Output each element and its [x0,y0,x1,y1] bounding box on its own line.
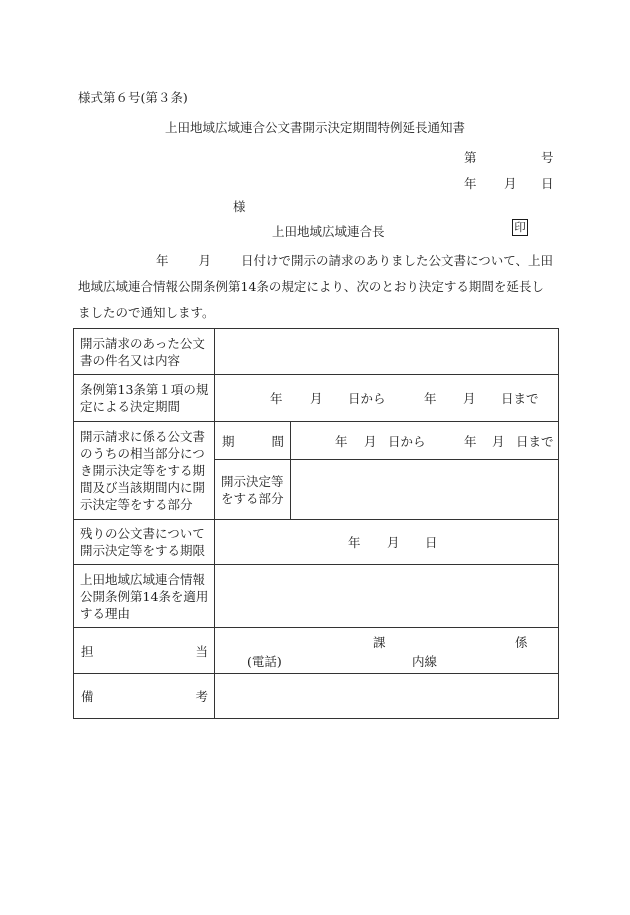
decision-period-value[interactable]: 年 月 日から 年 月 日まで [215,375,559,422]
decision-part-value[interactable] [291,460,559,520]
doc-number-suffix: 号 [541,150,554,165]
date-year: 年 [464,176,477,191]
subject-label: 開示請求のあった公文 書の件名又は内容 [74,329,215,375]
date-day: 日 [541,176,554,191]
reason-value[interactable] [215,565,559,628]
document-title: 上田地域広域連合公文書開示決定期間特例延長通知書 [164,120,465,135]
remarks-label: 備 考 [74,674,215,719]
body-month: 月 [198,253,212,268]
body-year: 年 [156,253,169,268]
extension-label: 開示請求に係る公文書 のうちの相当部分につ き開示決定等をする期 間及び当該期間内に開 示決定等をする部分 [74,422,215,520]
decision-period-label: 条例第13条第１項の規 定による決定期間 [74,375,215,422]
period-label: 期 間 [215,422,291,460]
extension-period-value[interactable]: 年 月 日から 年 月 日まで [291,422,559,460]
subject-value[interactable] [215,329,559,375]
decision-part-label: 開示決定等 をする部分 [215,460,291,520]
contact-value[interactable]: 課 係 (電話) 内線 [215,628,559,674]
notice-body [78,248,560,326]
contact-label: 担 当 [74,628,215,674]
issuer-name: 上田地域広域連合長 [272,224,385,239]
body-line2: 地域広域連合情報公開条例第14条の規定により、次のとおり決定する期間を延長し [78,279,544,294]
deadline-value[interactable]: 年 月 日 [215,520,559,565]
addressee-honorific: 様 [233,199,246,214]
reason-label: 上田地域広域連合情報 公開条例第14条を適用 する理由 [74,565,215,628]
body-line3: ましたので通知します。 [78,305,215,320]
seal-mark: 印 [512,219,528,236]
form-number: 様式第６号(第３条) [78,90,188,105]
date-month: 月 [504,176,517,191]
remarks-value[interactable] [215,674,559,719]
body-line1: 日付けで開示の請求のありました公文書について、上田 [241,253,554,268]
doc-number-prefix: 第 [464,150,477,165]
deadline-label: 残りの公文書について 開示決定等をする期限 [74,520,215,565]
notice-table [73,328,559,719]
